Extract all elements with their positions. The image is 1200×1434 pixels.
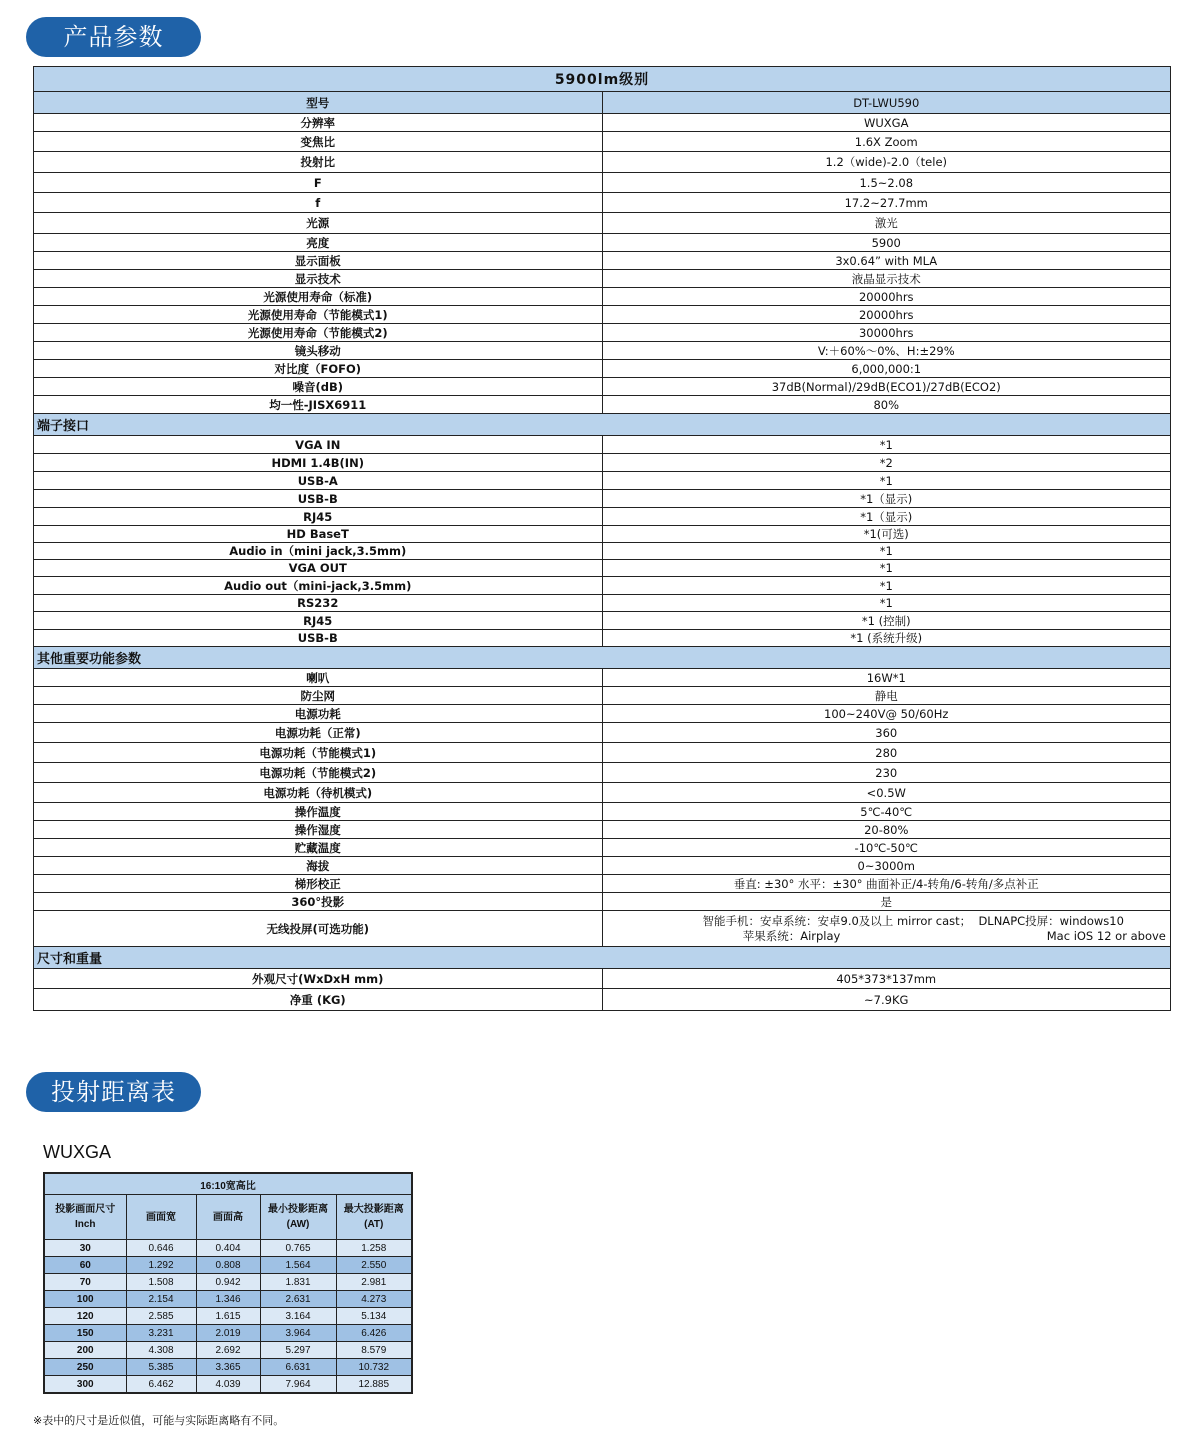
resolution-label: WUXGA: [43, 1142, 112, 1162]
spec-value: *1: [602, 543, 1171, 560]
spec-row: [34, 490, 1171, 508]
spec-key: f: [34, 193, 603, 213]
wireless-projection-value: [602, 911, 1171, 947]
spec-key: HD BaseT: [34, 526, 603, 543]
spec-header: 5900lm级别: [34, 67, 1171, 92]
spec-row: [34, 687, 1171, 705]
dist-value-cell: 4.039: [196, 1376, 260, 1394]
dist-size-cell: 150: [44, 1325, 126, 1342]
dist-size-cell: 70: [44, 1274, 126, 1291]
spec-value: 3x0.64” with MLA: [602, 252, 1171, 270]
spec-value: 6,000,000:1: [602, 360, 1171, 378]
dist-row: [44, 1257, 412, 1274]
spec-key: USB-B: [34, 490, 603, 508]
spec-row: [34, 630, 1171, 647]
spec-table: [33, 66, 1171, 1011]
spec-row: [34, 234, 1171, 252]
dist-value-cell: 0.765: [260, 1240, 336, 1257]
spec-row: [34, 783, 1171, 803]
dist-value-cell: 0.646: [126, 1240, 196, 1257]
spec-section-title: 其他重要功能参数: [34, 647, 1171, 669]
spec-row: [34, 436, 1171, 454]
spec-key: 喇叭: [34, 669, 603, 687]
spec-value: *1 (控制): [602, 612, 1171, 630]
dist-value-cell: 2.631: [260, 1291, 336, 1308]
spec-row: [34, 743, 1171, 763]
spec-row: [34, 612, 1171, 630]
spec-key: 显示技术: [34, 270, 603, 288]
spec-value: *1: [602, 595, 1171, 612]
spec-key: HDMI 1.4B(IN): [34, 454, 603, 472]
spec-key: 对比度（FOFO): [34, 360, 603, 378]
dist-title: 16:10宽高比: [44, 1173, 412, 1195]
spec-key: 无线投屏(可选功能): [34, 911, 603, 947]
dist-value-cell: 5.385: [126, 1359, 196, 1376]
spec-key: 均一性-JISX6911: [34, 396, 603, 414]
dist-value-cell: 5.134: [336, 1308, 412, 1325]
spec-section-title: 端子接口: [34, 414, 1171, 436]
spec-row: [34, 252, 1171, 270]
dist-value-cell: 2.692: [196, 1342, 260, 1359]
spec-key: 电源功耗（待机模式): [34, 783, 603, 803]
dist-header-line: (AT): [364, 1219, 384, 1230]
spec-row: [34, 306, 1171, 324]
spec-value: *2: [602, 454, 1171, 472]
spec-key: 操作湿度: [34, 821, 603, 839]
spec-key: 电源功耗: [34, 705, 603, 723]
spec-row: [34, 705, 1171, 723]
dist-value-cell: 8.579: [336, 1342, 412, 1359]
spec-value: *1: [602, 436, 1171, 454]
spec-key: 海拔: [34, 857, 603, 875]
wireless-windows: PC投屏：windows10: [1010, 913, 1124, 928]
spec-key: 光源使用寿命（节能模式1): [34, 306, 603, 324]
dist-size-cell: 120: [44, 1308, 126, 1325]
spec-key: 操作温度: [34, 803, 603, 821]
spec-row: [34, 193, 1171, 213]
dist-header-line: 画面宽: [146, 1211, 176, 1223]
dist-value-cell: 10.732: [336, 1359, 412, 1376]
spec-key: 光源: [34, 213, 603, 234]
spec-row: [34, 875, 1171, 893]
spec-value: -10℃-50℃: [602, 839, 1171, 857]
spec-value: 静电: [602, 687, 1171, 705]
spec-row: [34, 454, 1171, 472]
dist-value-cell: 1.346: [196, 1291, 260, 1308]
spec-key: 投射比: [34, 152, 603, 173]
spec-row: [34, 342, 1171, 360]
spec-key: 电源功耗（节能模式2): [34, 763, 603, 783]
spec-row: [34, 378, 1171, 396]
dist-row: [44, 1291, 412, 1308]
spec-key: 显示面板: [34, 252, 603, 270]
spec-row: [34, 543, 1171, 560]
spec-key: 分辨率: [34, 114, 603, 132]
spec-row: [34, 669, 1171, 687]
spec-row: [34, 396, 1171, 414]
dist-value-cell: 2.981: [336, 1274, 412, 1291]
spec-value: 30000hrs: [602, 324, 1171, 342]
spec-row: [34, 893, 1171, 911]
spec-key: 外观尺寸(WxDxH mm): [34, 969, 603, 989]
spec-key: 净重 (KG): [34, 989, 603, 1011]
dist-row: [44, 1308, 412, 1325]
dist-header-cell: [260, 1195, 336, 1240]
wireless-pc: [1010, 914, 1166, 944]
spec-row: [34, 821, 1171, 839]
spec-key: USB-A: [34, 472, 603, 490]
dist-value-cell: 1.292: [126, 1257, 196, 1274]
dist-value-cell: 1.615: [196, 1308, 260, 1325]
spec-key: 变焦比: [34, 132, 603, 152]
dist-value-cell: 2.019: [196, 1325, 260, 1342]
spec-key: 梯形校正: [34, 875, 603, 893]
spec-key: 噪音(dB): [34, 378, 603, 396]
spec-value: *1（显示): [602, 508, 1171, 526]
spec-row: [34, 969, 1171, 989]
spec-value: ~7.9KG: [602, 989, 1171, 1011]
spec-row: [34, 803, 1171, 821]
dist-value-cell: 1.258: [336, 1240, 412, 1257]
dist-size-cell: 30: [44, 1240, 126, 1257]
spec-value: 垂直: ±30° 水平：±30° 曲面补正/4-转角/6-转角/多点补正: [602, 875, 1171, 893]
spec-row: [34, 911, 1171, 947]
spec-row: [34, 763, 1171, 783]
spec-row: [34, 92, 1171, 114]
wireless-android: 智能手机：安卓系统：安卓9.0及以上 mirror cast； DLNA: [702, 913, 1011, 928]
spec-key: 电源功耗（节能模式1): [34, 743, 603, 763]
spec-section-row: [34, 947, 1171, 969]
spec-section-row: [34, 414, 1171, 436]
spec-value: 20000hrs: [602, 288, 1171, 306]
spec-value: 1.2（wide)-2.0（tele): [602, 152, 1171, 173]
spec-value: 5900: [602, 234, 1171, 252]
spec-row: [34, 152, 1171, 173]
spec-value: 1.6X Zoom: [602, 132, 1171, 152]
spec-value: <0.5W: [602, 783, 1171, 803]
spec-key: 型号: [34, 92, 603, 114]
dist-row: [44, 1359, 412, 1376]
spec-row: [34, 723, 1171, 743]
spec-key: RJ45: [34, 612, 603, 630]
dist-size-cell: 200: [44, 1342, 126, 1359]
spec-value: *1: [602, 577, 1171, 595]
dist-value-cell: 4.308: [126, 1342, 196, 1359]
spec-row: [34, 173, 1171, 193]
dist-size-cell: 60: [44, 1257, 126, 1274]
spec-value: 360: [602, 723, 1171, 743]
spec-row: [34, 324, 1171, 342]
spec-value: 230: [602, 763, 1171, 783]
dist-value-cell: 3.231: [126, 1325, 196, 1342]
spec-value: 280: [602, 743, 1171, 763]
spec-row: [34, 508, 1171, 526]
wireless-mobile: [703, 914, 1011, 944]
spec-row: [34, 213, 1171, 234]
section-title-product-params: 产品参数: [26, 17, 201, 57]
spec-key: 光源使用寿命（标准): [34, 288, 603, 306]
spec-key: USB-B: [34, 630, 603, 647]
dist-value-cell: 3.964: [260, 1325, 336, 1342]
spec-value: 17.2~27.7mm: [602, 193, 1171, 213]
spec-key: F: [34, 173, 603, 193]
spec-key: 亮度: [34, 234, 603, 252]
dist-header-line: (AW): [286, 1219, 310, 1230]
spec-value: *1: [602, 472, 1171, 490]
dist-row: [44, 1274, 412, 1291]
dist-row: [44, 1325, 412, 1342]
spec-row: [34, 132, 1171, 152]
dist-value-cell: 4.273: [336, 1291, 412, 1308]
spec-row: [34, 270, 1171, 288]
dist-size-cell: 250: [44, 1359, 126, 1376]
spec-header-row: [34, 67, 1171, 92]
dist-value-cell: 0.942: [196, 1274, 260, 1291]
dist-value-cell: 0.404: [196, 1240, 260, 1257]
dist-header-row: [44, 1195, 412, 1240]
footnote: ※表中的尺寸是近似值，可能与实际距离略有不同。: [33, 1414, 285, 1427]
spec-value: 是: [602, 893, 1171, 911]
spec-key: RJ45: [34, 508, 603, 526]
spec-row: [34, 360, 1171, 378]
dist-title-row: [44, 1173, 412, 1195]
spec-key: VGA OUT: [34, 560, 603, 577]
dist-value-cell: 1.508: [126, 1274, 196, 1291]
spec-value: *1（显示): [602, 490, 1171, 508]
spec-key: 镜头移动: [34, 342, 603, 360]
spec-row: [34, 577, 1171, 595]
dist-header-line: 画面高: [213, 1211, 243, 1223]
dist-value-cell: 7.964: [260, 1376, 336, 1394]
spec-value: DT-LWU590: [602, 92, 1171, 114]
spec-value: 37dB(Normal)/29dB(ECO1)/27dB(ECO2): [602, 378, 1171, 396]
dist-value-cell: 0.808: [196, 1257, 260, 1274]
dist-row: [44, 1342, 412, 1359]
throw-distance-table: [43, 1172, 413, 1394]
spec-section-title: 尺寸和重量: [34, 947, 1171, 969]
spec-value: 100~240V@ 50/60Hz: [602, 705, 1171, 723]
spec-value: 20000hrs: [602, 306, 1171, 324]
spec-key: VGA IN: [34, 436, 603, 454]
spec-row: [34, 114, 1171, 132]
dist-value-cell: 3.164: [260, 1308, 336, 1325]
dist-value-cell: 1.831: [260, 1274, 336, 1291]
spec-value: 405*373*137mm: [602, 969, 1171, 989]
spec-key: 光源使用寿命（节能模式2): [34, 324, 603, 342]
dist-value-cell: 12.885: [336, 1376, 412, 1394]
dist-value-cell: 2.550: [336, 1257, 412, 1274]
spec-value: WUXGA: [602, 114, 1171, 132]
spec-value: 激光: [602, 213, 1171, 234]
dist-header-cell: [126, 1195, 196, 1240]
spec-value: V:＋60%～0%、H:±29%: [602, 342, 1171, 360]
spec-value: 80%: [602, 396, 1171, 414]
spec-key: Audio out（mini-jack,3.5mm): [34, 577, 603, 595]
spec-value: 20-80%: [602, 821, 1171, 839]
spec-key: 贮藏温度: [34, 839, 603, 857]
spec-value: 5℃-40℃: [602, 803, 1171, 821]
dist-value-cell: 2.585: [126, 1308, 196, 1325]
spec-section-row: [34, 647, 1171, 669]
dist-header-cell: [196, 1195, 260, 1240]
spec-row: [34, 472, 1171, 490]
spec-key: 电源功耗（正常): [34, 723, 603, 743]
dist-header-line: Inch: [74, 1219, 96, 1230]
dist-header-line: 最小投影距离: [268, 1204, 328, 1215]
wireless-apple: 苹果系统：Airplay: [702, 928, 841, 943]
spec-value: 液晶显示技术: [602, 270, 1171, 288]
spec-value: *1(可选): [602, 526, 1171, 543]
spec-key: Audio in（mini jack,3.5mm): [34, 543, 603, 560]
spec-value: 1.5~2.08: [602, 173, 1171, 193]
dist-header-cell: [44, 1195, 126, 1240]
dist-value-cell: 6.631: [260, 1359, 336, 1376]
spec-row: [34, 288, 1171, 306]
spec-value: 0~3000m: [602, 857, 1171, 875]
wireless-mac: Mac iOS 12 or above: [1010, 928, 1166, 943]
dist-row: [44, 1376, 412, 1394]
spec-row: [34, 857, 1171, 875]
spec-row: [34, 595, 1171, 612]
dist-value-cell: 6.462: [126, 1376, 196, 1394]
spec-value: *1 (系统升级): [602, 630, 1171, 647]
section-title-throw-distance: 投射距离表: [26, 1072, 201, 1112]
dist-header-line: 最大投影距离: [343, 1204, 404, 1215]
dist-value-cell: 3.365: [196, 1359, 260, 1376]
dist-size-cell: 100: [44, 1291, 126, 1308]
spec-key: RS232: [34, 595, 603, 612]
spec-row: [34, 526, 1171, 543]
spec-value: *1: [602, 560, 1171, 577]
spec-row: [34, 989, 1171, 1011]
dist-row: [44, 1240, 412, 1257]
dist-value-cell: 6.426: [336, 1325, 412, 1342]
dist-size-cell: 300: [44, 1376, 126, 1394]
spec-row: [34, 839, 1171, 857]
dist-value-cell: 2.154: [126, 1291, 196, 1308]
spec-value: 16W*1: [602, 669, 1171, 687]
dist-value-cell: 1.564: [260, 1257, 336, 1274]
dist-header-cell: [336, 1195, 412, 1240]
dist-value-cell: 5.297: [260, 1342, 336, 1359]
spec-row: [34, 560, 1171, 577]
dist-header-line: 投影画面尺寸: [55, 1204, 116, 1215]
spec-key: 360°投影: [34, 893, 603, 911]
spec-key: 防尘网: [34, 687, 603, 705]
